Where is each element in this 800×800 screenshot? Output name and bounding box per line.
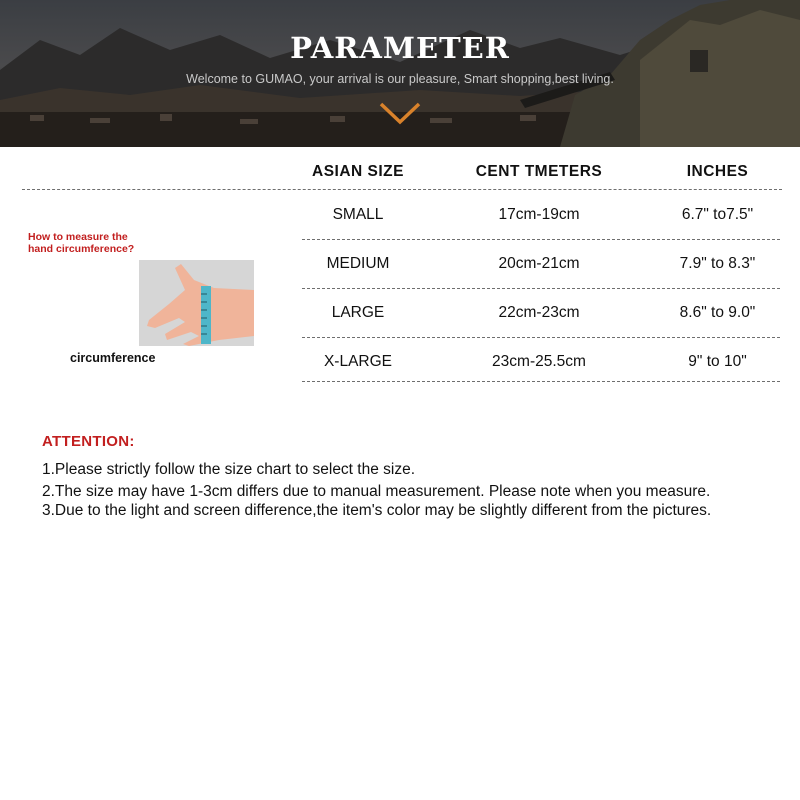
row-xlarge-size: X-LARGE [323, 353, 393, 370]
row-large-size: LARGE [331, 304, 385, 321]
row-xlarge-cm: 23cm-25.5cm [492, 353, 586, 370]
row-small-cm: 17cm-19cm [498, 206, 580, 223]
table-divider [22, 189, 782, 190]
parameter-banner [0, 0, 800, 147]
table-divider [302, 239, 780, 240]
row-large-inches: 8.6" to 9.0" [679, 304, 756, 321]
banner-subtitle: Welcome to GUMAO, your arrival is our pleasure, Smart shopping,best living. [186, 72, 614, 86]
hand-illustration [139, 260, 254, 346]
table-divider [302, 288, 780, 289]
circumference-label: circumference [70, 351, 156, 365]
header-inches: INCHES [686, 163, 749, 180]
header-centimeters: CENT TMETERS [475, 163, 603, 180]
row-large-cm: 22cm-23cm [498, 304, 580, 321]
attention-title: ATTENTION: [42, 433, 135, 450]
row-medium-cm: 20cm-21cm [498, 255, 580, 272]
table-divider [302, 381, 780, 382]
banner-title: PARAMETER [290, 31, 510, 65]
row-small-size: SMALL [332, 206, 384, 223]
attention-note-1: 1.Please strictly follow the size chart to select the size. [42, 461, 416, 478]
row-medium-inches: 7.9" to 8.3" [679, 255, 756, 272]
header-asian-size: ASIAN SIZE [312, 163, 404, 180]
chevron-down-icon [378, 100, 422, 126]
measure-question: How to measure the hand circumference? [28, 231, 135, 255]
attention-note-2: 2.The size may have 1-3cm differs due to manual measurement. Please note when you measure. [42, 483, 711, 500]
row-medium-size: MEDIUM [326, 255, 390, 272]
table-divider [302, 337, 780, 338]
hand-measure-image [139, 260, 254, 346]
row-xlarge-inches: 9" to 10" [688, 353, 747, 370]
row-small-inches: 6.7" to7.5" [681, 206, 754, 223]
attention-note-3: 3.Due to the light and screen difference,the item's color may be slightly different from the pictures. [42, 502, 712, 519]
